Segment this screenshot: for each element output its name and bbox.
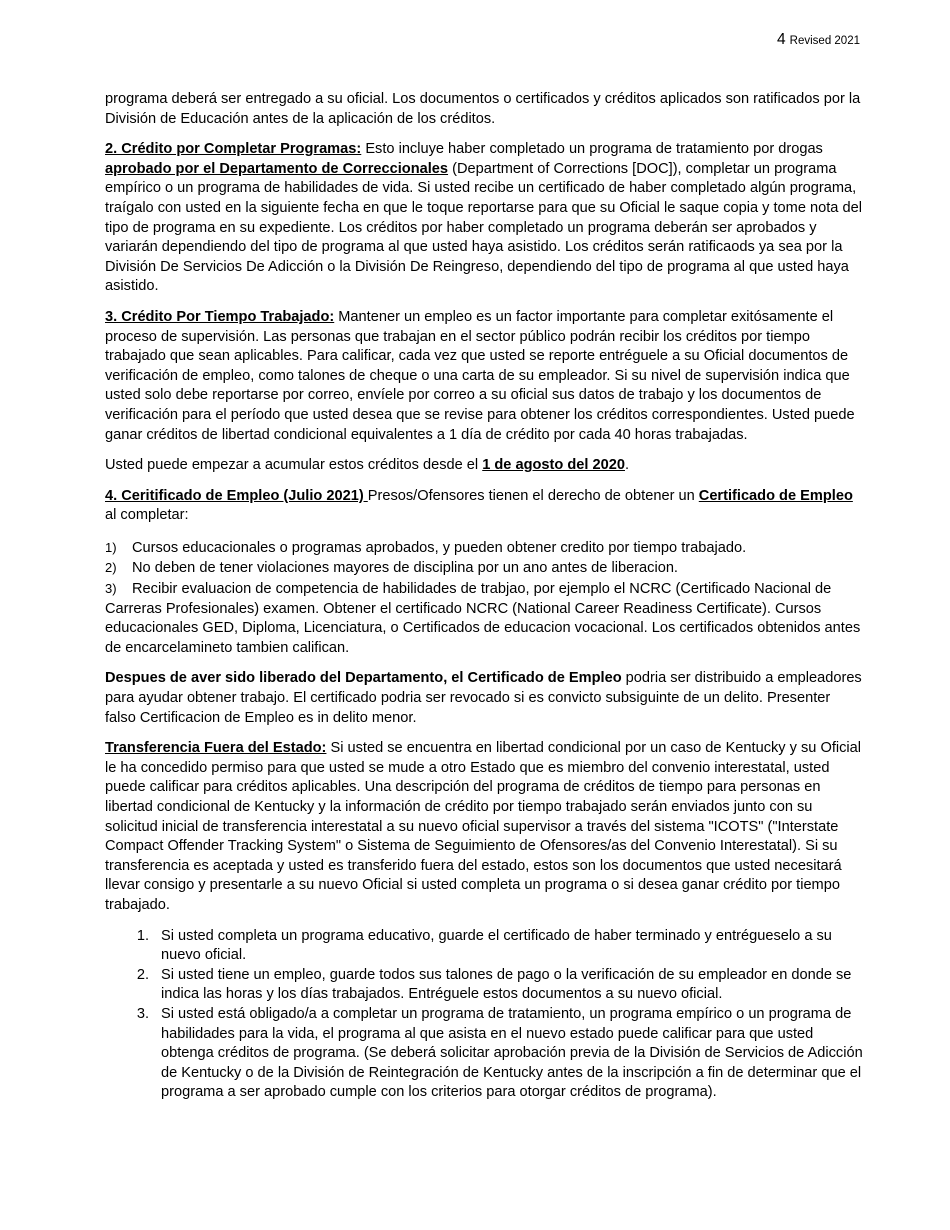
section-heading: 3. Crédito Por Tiempo Trabajado: xyxy=(105,308,335,325)
section-out-of-state-transfer xyxy=(105,739,863,915)
start-date: 1 de agosto del 2020 xyxy=(482,457,625,474)
list-item xyxy=(105,579,863,658)
list-number: 1) xyxy=(105,539,117,555)
list-number: 2. xyxy=(136,966,149,983)
page-number: 4 xyxy=(776,31,786,48)
start-date-paragraph xyxy=(105,456,863,476)
transfer-documents-list xyxy=(105,927,863,1103)
section-text: Esto incluye haber completado un programa de tratamiento por drogas xyxy=(361,141,823,158)
list-number: 2) xyxy=(105,560,117,576)
list-text: Recibir evaluacion de competencia de habilidades de trabjao, por ejemplo el NCRC (Certificado Nacional de Carreras Profesionales) examen. Obtener el certificado NCRC (National Career Readiness Certificate). Cursos educacionales GED, Diploma, Licenciatura, o Certificados de educacion vocacional. Los certificados obtenidos antes de encarcelamineto tambien califican. xyxy=(105,581,861,656)
document-body xyxy=(105,90,863,1103)
start-text: Usted puede empezar a acumular estos créditos desde el xyxy=(105,457,483,474)
list-text: Cursos educacionales o programas aprobados, y pueden obtener credito por tiempo trabajado. xyxy=(132,539,747,556)
intro-paragraph: programa deberá ser entregado a su oficial. Los documentos o certificados y créditos aplicados son ratificados por la División de Educación antes de la aplicación de los créditos. xyxy=(105,91,861,127)
list-item xyxy=(105,966,863,1005)
section-heading: 2. Crédito por Completar Programas: xyxy=(105,141,362,158)
certificate-requirements-list xyxy=(105,538,863,659)
list-text: Si usted tiene un empleo, guarde todos sus talones de pago o la verificación de su empleador en donde se indica las horas y los días trabajados. Entréguele estos documentos a su nuevo oficial. xyxy=(161,966,852,1003)
page-header xyxy=(0,30,860,52)
list-item xyxy=(105,538,863,559)
section-heading: 4. Ceritificado de Empleo (Julio 2021) xyxy=(105,487,368,504)
revision-label: Revised 2021 xyxy=(789,35,860,47)
list-text: Si usted completa un programa educativo, guarde el certificado de haber terminado y entrégueselo a su nuevo oficial. xyxy=(161,927,832,964)
list-item xyxy=(105,1005,863,1103)
list-item xyxy=(105,927,863,966)
list-item xyxy=(105,558,863,579)
section-program-credit xyxy=(105,140,863,297)
section-text: podria ser distribuido a empleadores para ayudar obtener trabajo. El certificado podria ser revocado si es convicto subsiguinte de un delito. Presenter falso Certificacion de Empleo es in delito menor. xyxy=(105,670,862,726)
section-text: (Department of Corrections [DOC]), completar un programa empírico o un programa de habilidades de vida. Si usted recibe un certificado de haber completado algún programa, traígalo con usted en la siguiente fecha en que le toque reportarse para que su Oficial le saque copia y tome nota del tipo de programa en su expediente. Los créditos por haber completado un programa deberán ser aprobados y variarán dependiendo del tipo de programa al que usted haya asistido. Los créditos serán ratificaods ya sea por la División De Servicios De Adicción o la División De Reingreso, dependiendo del tipo de programa al que usted haya asistido. xyxy=(105,160,862,295)
section-text: Mantener un empleo es un factor importante para completar exitósamente el proceso de supervisión. Las personas que trabajan en el sector público podrán recibir los créditos por tiempo trabajado que sean aplicables. Para calificar, cada vez que usted se reporte entréguele a su Oficial documentos de verificación de empleo, como talones de cheque o una carta de su empleador. Si su nivel de supervisión indica que usted solo debe reportarse por correo, envíele por correo a su oficial sus datos de trabajo y los documentos de verificación para el período que usted desea que se revise para obtener los créditos correspondientes. Usted puede ganar créditos de libertad condicional equivalentes a 1 día de crédito por cada 40 horas trabajadas. xyxy=(105,308,855,443)
section-work-credit xyxy=(105,308,863,445)
start-text: . xyxy=(624,457,630,474)
section-text: al completar: xyxy=(105,507,189,524)
after-release-emphasis: Despues de aver sido liberado del Departamento, el Certificado de Empleo xyxy=(105,670,622,687)
list-text: Si usted está obligado/a a completar un programa de tratamiento, un programa empírico o un programa de habilidades para la vida, el programa al que asista en el nuevo estado puede calificar para que usted obtenga créditos de programa. (Se deberá solicitar aprobación previa de la División de Servicios de Adicción de Kentucky o de la División de Reintegración de Kentucky antes de la inscripción a fin de determinar que el programa a ser aprobado cumple con los criterios para otorgar créditos de programa). xyxy=(161,1005,863,1101)
section-text: Si usted se encuentra en libertad condicional por un caso de Kentucky y su Oficial le ha concedido permiso para que usted se mude a otro Estado que es miembro del convenio interestatal, usted puede calificar para créditos aplicables. Una descripción del programa de créditos de tiempo para personas en libertad condicional de Kentucky y la información de crédito por tiempo trabajado serán enviados junto con su solicitud inicial de transferencia interestatal a su nuevo oficial supervisor a través del sistema "ICOTS" ("Interstate Compact Offender Tracking System" o Sistema de Seguimiento de Ofensores/as del Convenio Interestatal). Si su transferencia es aceptada y usted es transferido fuera del estado, estos son los documentos que usted necesitará llevar consigo y presentarle a su nuevo Oficial si usted completa un programa o si desea ganar crédito por tiempo trabajado. xyxy=(105,740,862,913)
after-release-paragraph xyxy=(105,669,863,728)
doc-approved-emphasis: aprobado por el Departamento de Correccionales xyxy=(105,160,449,177)
section-employment-certificate xyxy=(105,487,863,526)
list-number: 1. xyxy=(136,927,149,944)
list-number: 3) xyxy=(105,581,117,597)
certificate-emphasis: Certificado de Empleo xyxy=(698,487,853,504)
list-number: 3. xyxy=(136,1005,149,1022)
list-text: No deben de tener violaciones mayores de disciplina por un ano antes de liberacion. xyxy=(132,560,678,577)
section-heading: Transferencia Fuera del Estado: xyxy=(105,740,327,757)
section-text: Presos/Ofensores tienen el derecho de obtener un xyxy=(367,487,699,504)
